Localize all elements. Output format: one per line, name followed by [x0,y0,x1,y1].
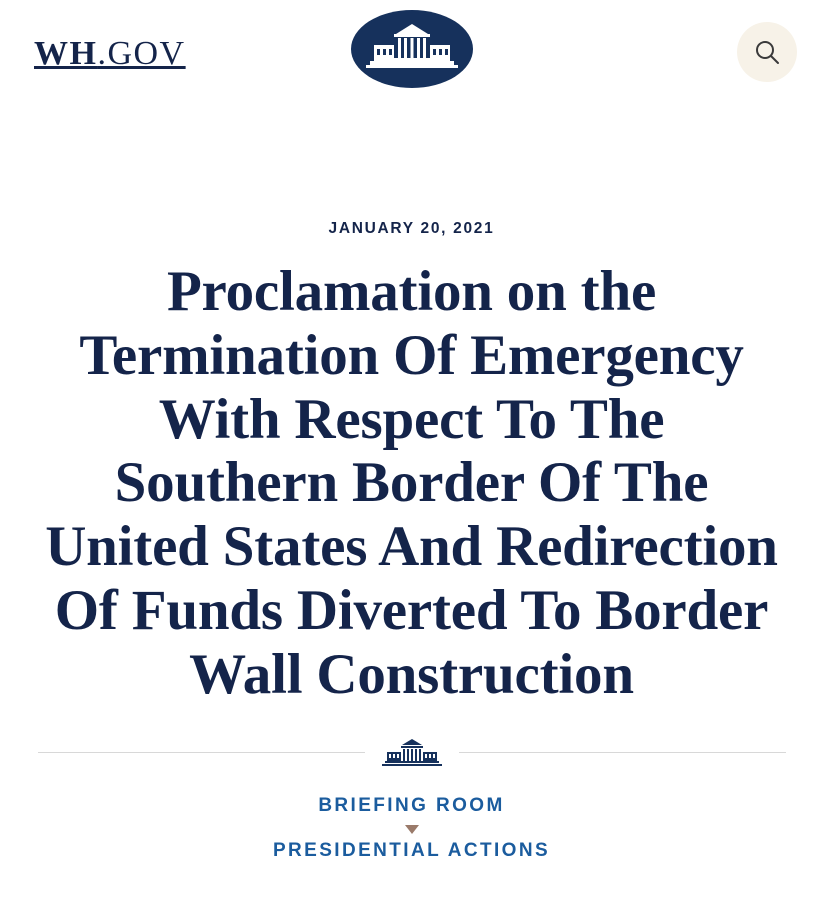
breadcrumb-item-presidential-actions[interactable]: PRESIDENTIAL ACTIONS [272,839,551,861]
publish-date: JANUARY 20, 2021 [328,220,495,237]
divider-rule-left [38,752,365,753]
breadcrumb [28,795,795,862]
search-icon [754,39,780,65]
chevron-down-icon [405,825,419,834]
site-logo-link[interactable] [34,37,186,71]
white-house-line-icon [379,737,445,769]
divider [38,737,786,769]
white-house-seal-icon [351,10,473,88]
search-button[interactable] [737,22,797,82]
site-header [0,0,823,108]
divider-rule-right [459,752,786,753]
brand-wh-text: WH [34,35,98,72]
brand-gov-text: .GOV [97,35,186,72]
page-title: Proclamation on the Termination Of Emergency With Respect To The Southern Border Of The United States And Redirection Of Funds Diverted To Border Wall Construction [45,260,778,706]
article-header [0,220,823,862]
breadcrumb-item-briefing-room[interactable]: BRIEFING ROOM [318,794,505,816]
